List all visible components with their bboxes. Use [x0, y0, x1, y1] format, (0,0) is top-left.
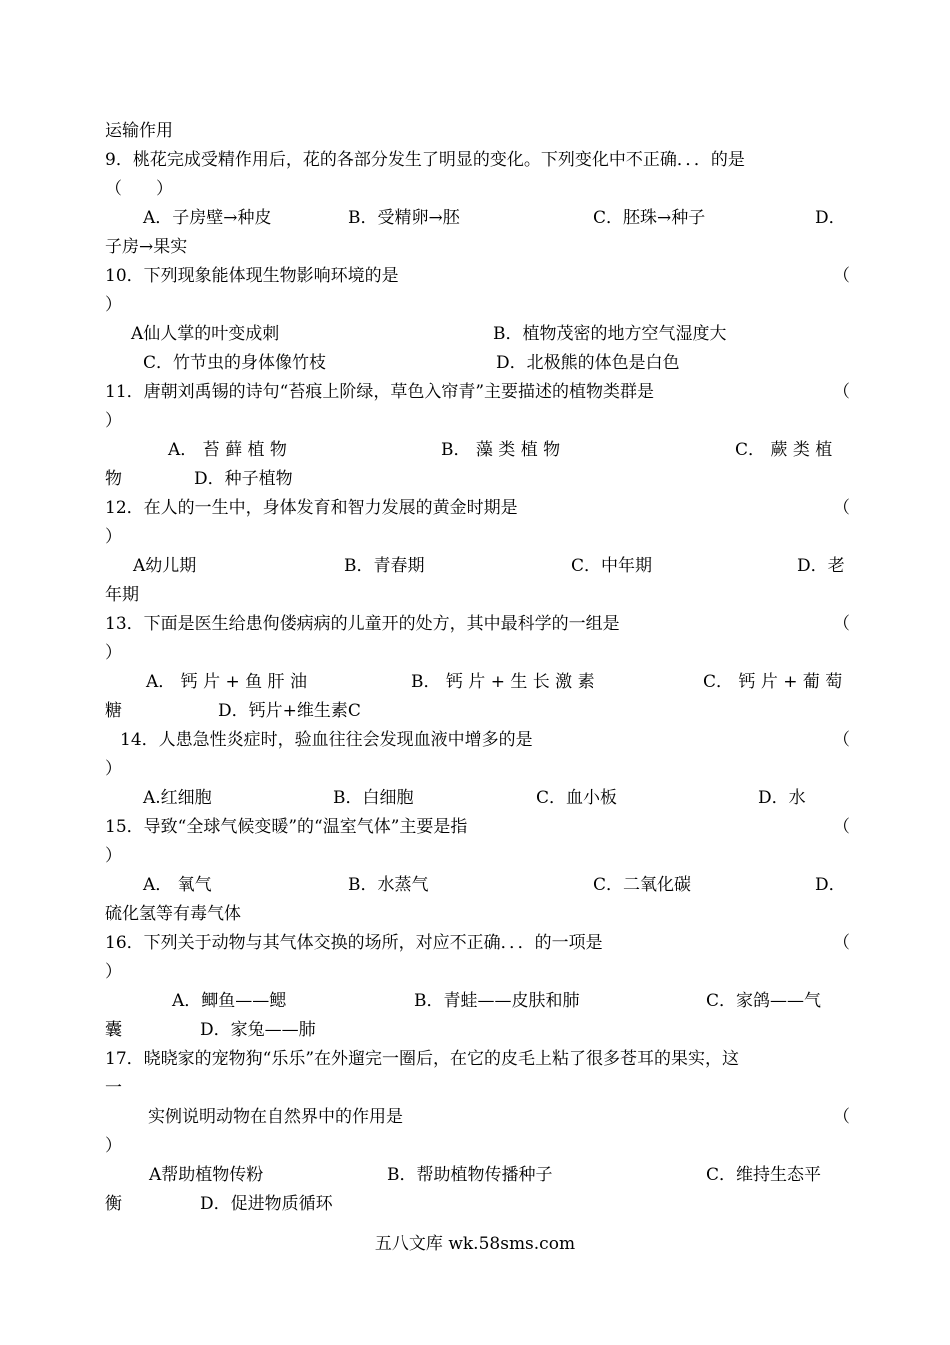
question-17-option-a: A帮助植物传粉 — [149, 1165, 264, 1185]
question-9-option-d-label: D． — [815, 208, 846, 228]
question-11-option-c-cont: 物 — [105, 469, 122, 489]
question-14-bracket-open: （ — [833, 730, 850, 750]
question-10-option-c: C．竹节虫的身体像竹枝 — [143, 353, 327, 373]
text-line-prev-answer: 运输作用 — [105, 121, 173, 141]
question-13-stem: 13．下面是医生给患佝偻病病的儿童开的处方，其中最科学的一组是 — [105, 614, 620, 634]
question-12-option-c: C．中年期 — [571, 556, 653, 576]
question-17-bracket-close: ） — [105, 1136, 122, 1156]
question-16-option-c-cont: 囊 — [105, 1020, 122, 1040]
question-17-option-c-cont: 衡 — [105, 1194, 122, 1214]
question-10-option-d: D．北极熊的体色是白色 — [496, 353, 680, 373]
question-13-bracket-close: ） — [105, 643, 122, 663]
question-17-bracket-open: （ — [833, 1107, 850, 1127]
question-12-stem: 12．在人的一生中，身体发育和智力发展的黄金时期是 — [105, 498, 518, 518]
question-13-option-b: B． 钙 片 + 生 长 激 素 — [411, 672, 595, 692]
question-16-stem: 16．下列关于动物与其气体交换的场所，对应不正确．．．的一项是 — [105, 933, 603, 953]
question-10-option-b: B．植物茂密的地方空气湿度大 — [493, 324, 727, 344]
question-15-option-a: A． 氧气 — [143, 875, 212, 895]
question-14-stem: 14．人患急性炎症时，验血往往会发现血液中增多的是 — [120, 730, 533, 750]
question-9-option-c: C．胚珠→种子 — [593, 208, 706, 228]
question-12-bracket-close: ） — [105, 527, 122, 547]
question-13-option-d: D．钙片+维生素C — [218, 701, 361, 721]
question-10-bracket-open: （ — [833, 266, 850, 286]
question-16-option-b: B．青蛙——皮肤和肺 — [414, 991, 580, 1011]
question-12-option-b: B．青春期 — [344, 556, 425, 576]
question-9-stem: 9．桃花完成受精作用后，花的各部分发生了明显的变化。下列变化中不正确．．．的是 — [105, 150, 745, 170]
question-15-bracket-open: （ — [833, 817, 850, 837]
question-10-option-a: A仙人掌的叶变成刺 — [131, 324, 280, 344]
page-footer-watermark: 五八文库 wk.58sms.com — [374, 1234, 576, 1254]
question-15-option-c: C．二氧化碳 — [593, 875, 692, 895]
question-11-stem: 11．唐朝刘禹锡的诗句“苔痕上阶绿，草色入帘青”主要描述的植物类群是 — [105, 382, 655, 402]
question-12-option-a: A幼儿期 — [133, 556, 197, 576]
question-12-bracket-open: （ — [833, 498, 850, 518]
question-17-option-b: B．帮助植物传播种子 — [387, 1165, 553, 1185]
question-15-option-d-label: D． — [815, 875, 846, 895]
question-14-option-b: B．白细胞 — [333, 788, 414, 808]
question-9-option-a: A．子房壁→种皮 — [143, 208, 272, 228]
question-16-option-a: A．鲫鱼——鳃 — [172, 991, 287, 1011]
question-12-option-d: D．老 — [797, 556, 845, 576]
question-17-stem: 17．晓晓家的宠物狗“乐乐”在外遛完一圈后，在它的皮毛上粘了很多苍耳的果实，这 — [105, 1049, 740, 1069]
question-16-bracket-close: ） — [105, 962, 122, 982]
question-10-bracket-close: ） — [105, 295, 122, 315]
question-15-option-b: B．水蒸气 — [348, 875, 429, 895]
question-15-stem: 15．导致“全球气候变暖”的“温室气体”主要是指 — [105, 817, 468, 837]
question-17-option-d: D．促进物质循环 — [200, 1194, 333, 1214]
question-10-stem: 10．下列现象能体现生物影响环境的是 — [105, 266, 399, 286]
question-11-bracket-open: （ — [833, 382, 850, 402]
question-13-option-c: C． 钙 片 + 葡 萄 — [703, 672, 843, 692]
question-16-option-c: C．家鸽——气 — [706, 991, 822, 1011]
question-14-bracket-close: ） — [105, 759, 122, 779]
question-9-option-d-text: 子房→果实 — [105, 237, 188, 257]
question-9-bracket: （ ） — [105, 179, 173, 199]
question-17-stem-line2: 实例说明动物在自然界中的作用是 — [148, 1107, 403, 1127]
question-17-option-c: C．维持生态平 — [706, 1165, 822, 1185]
question-13-option-c-cont: 糖 — [105, 701, 122, 721]
question-11-option-c: C． 蕨 类 植 — [735, 440, 833, 460]
question-11-option-d: D．种子植物 — [194, 469, 293, 489]
question-15-bracket-close: ） — [105, 846, 122, 866]
question-14-option-d: D．水 — [758, 788, 806, 808]
question-12-option-d-cont: 年期 — [105, 585, 139, 605]
question-9-option-b: B．受精卵→胚 — [348, 208, 460, 228]
question-11-bracket-close: ） — [105, 411, 122, 431]
question-16-bracket-open: （ — [833, 933, 850, 953]
question-15-option-d-text: 硫化氢等有毒气体 — [105, 904, 241, 924]
question-13-bracket-open: （ — [833, 614, 850, 634]
question-11-option-b: B． 藻 类 植 物 — [441, 440, 561, 460]
question-11-option-a: A． 苔 藓 植 物 — [168, 440, 287, 460]
question-14-option-a: A.红细胞 — [143, 788, 212, 808]
question-16-option-d: D．家兔——肺 — [200, 1020, 316, 1040]
question-13-option-a: A． 钙 片 + 鱼 肝 油 — [146, 672, 307, 692]
question-17-stem-cont: 一 — [105, 1078, 122, 1098]
question-14-option-c: C．血小板 — [536, 788, 618, 808]
